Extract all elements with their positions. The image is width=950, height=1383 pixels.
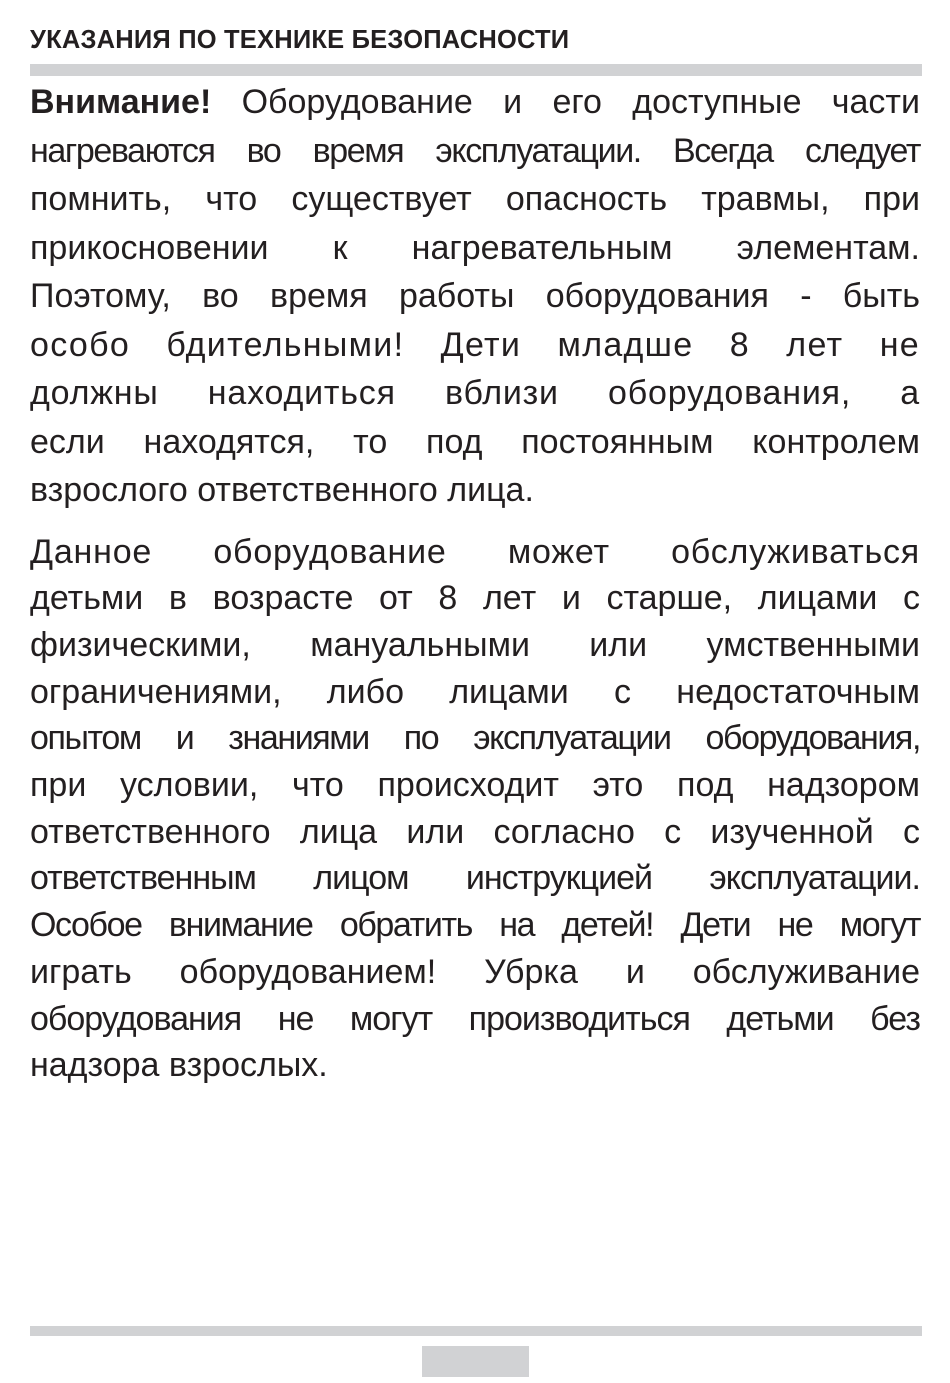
warning-paragraph bbox=[30, 78, 920, 515]
text-line: ограничениями, либо лицами с недостаточным bbox=[30, 672, 920, 711]
text-line: прикосновении к нагревательным элементам. bbox=[30, 228, 920, 267]
text-line: ответственным лицом инструкцией эксплуатации. bbox=[30, 859, 920, 898]
text-line: физическими, мануальными или умственными bbox=[30, 625, 920, 664]
section-title: УКАЗАНИЯ ПО ТЕХНИКЕ БЕЗОПАСНОСТИ bbox=[30, 26, 570, 54]
text-line: опытом и знаниями по эксплуатации оборудования, bbox=[30, 719, 920, 758]
warning-label: Внимание! bbox=[30, 83, 212, 121]
supervision-paragraph bbox=[30, 529, 920, 1089]
page-number-box bbox=[422, 1346, 529, 1377]
text-line: нагреваются во время эксплуатации. Всегда следует bbox=[30, 131, 920, 170]
header-divider bbox=[30, 64, 922, 76]
text-line: надзора взрослых. bbox=[30, 1046, 328, 1085]
text-line: если находятся, то под постоянным контролем bbox=[30, 422, 920, 461]
text-line: должны находиться вблизи оборудования, а bbox=[30, 374, 920, 412]
text-line: Поэтому, во время работы оборудования - быть bbox=[30, 277, 920, 315]
text-line: Данное оборудование может обслуживаться bbox=[30, 532, 920, 571]
text-line: взрослого ответственного лица. bbox=[30, 471, 534, 509]
footer-divider bbox=[30, 1326, 922, 1336]
safety-instructions-body bbox=[30, 78, 920, 1103]
text-line: при условии, что происходит это под надзором bbox=[30, 766, 920, 805]
text-line: ответственного лица или согласно с изученной с bbox=[30, 812, 920, 851]
text-line: оборудования не могут производиться детьми без bbox=[30, 999, 920, 1038]
page-header bbox=[30, 22, 922, 58]
text-line: Внимание! Оборудование и его доступные части bbox=[30, 83, 920, 121]
text-line: детьми в возрасте от 8 лет и старше, лицами с bbox=[30, 579, 920, 618]
text-line: помнить, что существует опасность травмы, при bbox=[30, 180, 920, 218]
text-line: особо бдительными! Дети младше 8 лет не bbox=[30, 325, 920, 364]
text-line: играть оборудованием! Убрка и обслуживание bbox=[30, 952, 920, 991]
text-line: Особое внимание обратить на детей! Дети не могут bbox=[30, 906, 920, 945]
